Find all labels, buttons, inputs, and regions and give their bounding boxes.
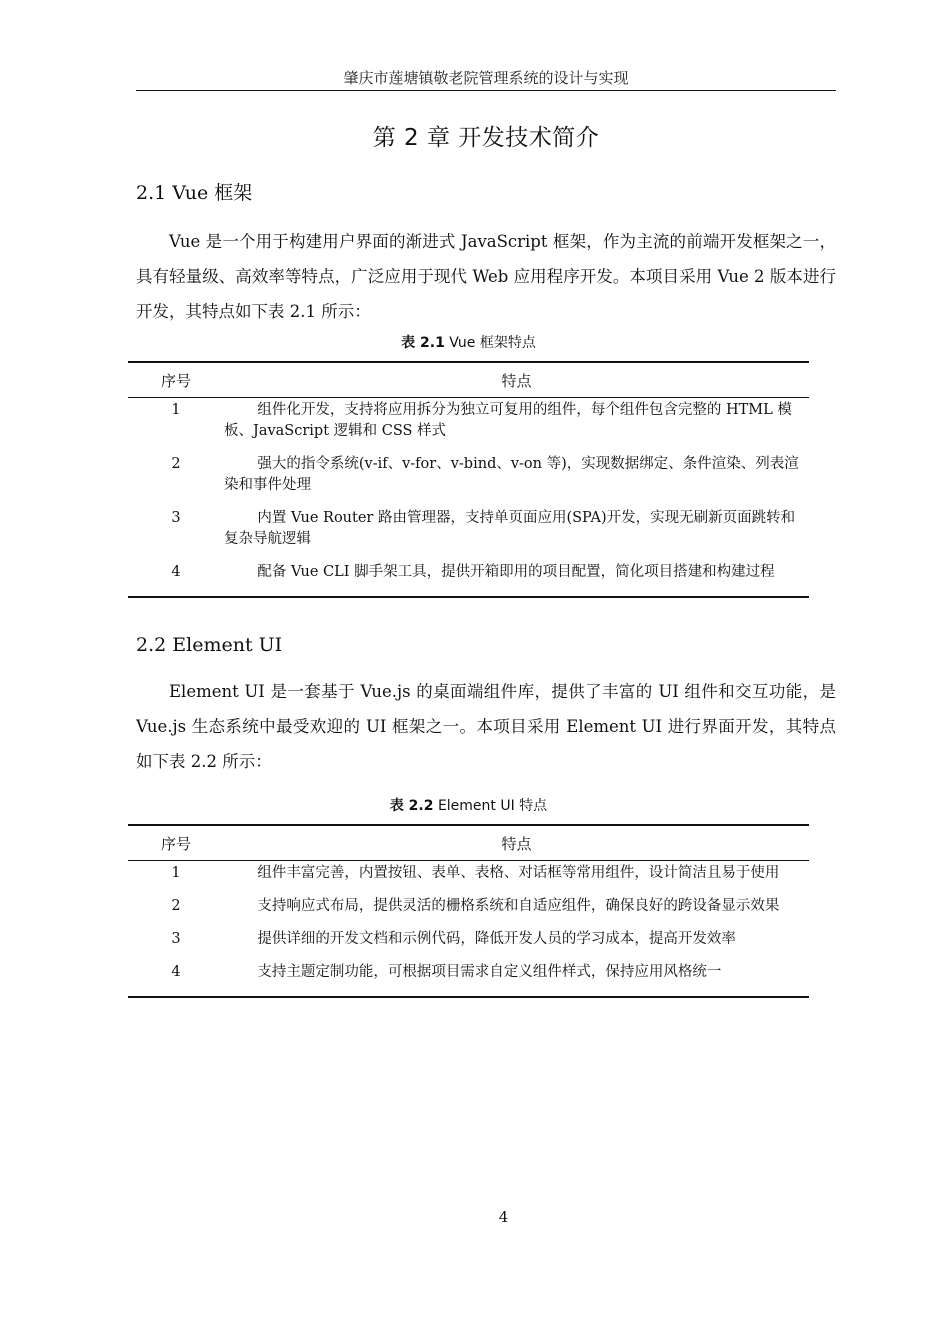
column-header-no: 序号: [128, 825, 224, 861]
vue-features-table: [128, 361, 809, 598]
column-header-no: 序号: [128, 362, 224, 398]
table-row: [128, 398, 809, 455]
paragraph-vue: Vue 是一个用于构建用户界面的渐进式 JavaScript 框架，作为主流的前端开发框架之一，具有轻量级、高效率等特点，广泛应用于现代 Web 应用程序开发。本项目采用 Vue 2 版本进行开发，其特点如下表 2.1 所示：: [136, 232, 836, 321]
row-number: 4: [128, 562, 224, 597]
row-number: 3: [171, 931, 181, 947]
row-feature: 配备 Vue CLI 脚手架工具，提供开箱即用的项目配置，简化项目搭建和构建过程: [224, 562, 809, 597]
row-number: 2: [171, 456, 181, 472]
table-row: [128, 896, 809, 929]
row-number: 1: [171, 402, 181, 418]
page-number: 4: [498, 1208, 509, 1226]
table-caption-text: Element UI 特点: [437, 798, 548, 814]
row-feature: 组件化开发，支持将应用拆分为独立可复用的组件，每个组件包含完整的 HTML 模板、JavaScript 逻辑和 CSS 样式: [224, 402, 792, 439]
row-number: 3: [171, 510, 181, 526]
row-feature: 组件丰富完善，内置按钮、表单、表格、对话框等常用组件，设计简洁且易于使用: [257, 865, 780, 881]
table-row: [128, 508, 809, 562]
column-header-feature: 特点: [224, 825, 809, 861]
table-row: [128, 962, 809, 997]
row-feature: 提供详细的开发文档和示例代码，降低开发人员的学习成本，提高开发效率: [257, 931, 736, 947]
row-number: 1: [171, 865, 181, 881]
column-header-feature: 特点: [224, 362, 809, 398]
row-feature: 强大的指令系统(v-if、v-for、v-bind、v-on 等)，实现数据绑定、条件渲染、列表渲染和事件处理: [224, 456, 799, 493]
paragraph-element-ui: Element UI 是一套基于 Vue.js 的桌面端组件库，提供了丰富的 UI 组件和交互功能，是 Vue.js 生态系统中最受欢迎的 UI 框架之一。本项目采用 Element UI 进行界面开发，其特点如下表 2.2 所示：: [136, 682, 836, 771]
table-row: [128, 861, 809, 897]
element-ui-features-table: [128, 824, 809, 998]
row-feature: 支持主题定制功能，可根据项目需求自定义组件样式，保持应用风格统一: [224, 962, 809, 997]
row-number: 4: [128, 962, 224, 997]
table-caption-number: 表 2.1: [401, 335, 445, 351]
table-caption-number: 表 2.2: [389, 798, 434, 814]
chapter-title: 第 2 章 开发技术简介: [372, 125, 600, 151]
row-number: 2: [171, 898, 181, 914]
running-header: 肇庆市莲塘镇敬老院管理系统的设计与实现: [136, 68, 836, 91]
table-header-row: [128, 362, 809, 398]
row-feature: 支持响应式布局，提供灵活的栅格系统和自适应组件，确保良好的跨设备显示效果: [257, 898, 780, 914]
table-row: [128, 454, 809, 508]
section-title-element-ui: 2.2 Element UI: [136, 634, 283, 656]
table-row: [128, 562, 809, 597]
table-header-row: [128, 825, 809, 861]
row-feature: 内置 Vue Router 路由管理器，支持单页面应用(SPA)开发，实现无刷新页面跳转和复杂导航逻辑: [224, 510, 796, 547]
table-caption-text: Vue 框架特点: [449, 335, 536, 351]
table-caption-vue: [128, 333, 809, 353]
table-caption-element-ui: [128, 796, 809, 816]
section-title-vue: 2.1 Vue 框架: [136, 182, 253, 204]
table-row: [128, 929, 809, 962]
